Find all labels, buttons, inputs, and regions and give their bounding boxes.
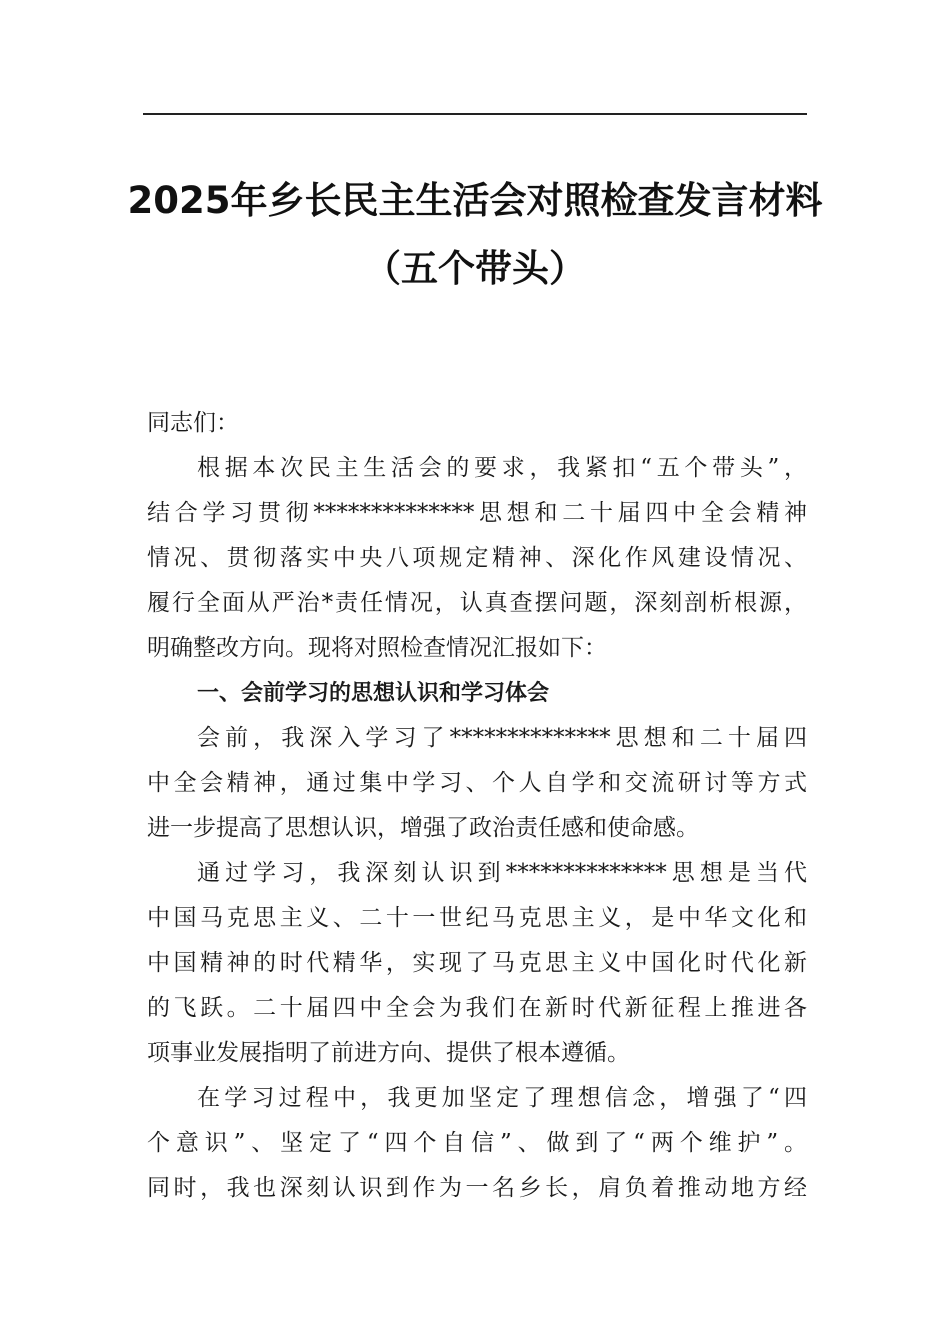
text-line: 中国马克思主义、二十一世纪马克思主义，是中华文化和 <box>147 905 807 931</box>
text-line: 根据本次民主生活会的要求，我紧扣“五个带头”， <box>197 455 807 481</box>
text-line: 的飞跃。二十届四中全会为我们在新时代新征程上推进各 <box>147 995 807 1021</box>
text-line: 情况、贯彻落实中央八项规定精神、深化作风建设情况、 <box>147 545 807 571</box>
document-title: 2025年乡长民主生活会对照检查发言材料 <box>127 179 823 222</box>
paragraph-4 <box>147 1076 807 1211</box>
text-line: 履行全面从严治*责任情况，认真查摆问题，深刻剖析根源， <box>147 590 807 616</box>
paragraph-3 <box>147 851 807 1076</box>
text-line: 个意识”、坚定了“四个自信”、做到了“两个维护”。 <box>147 1130 807 1156</box>
paragraph-1 <box>147 446 807 671</box>
text-line: 进一步提高了思想认识，增强了政治责任感和使命感。 <box>147 815 699 841</box>
document-body <box>147 401 807 1211</box>
text-line: 会前，我深入学习了**************思想和二十届四 <box>197 725 807 751</box>
paragraph-2 <box>147 716 807 851</box>
salutation: 同志们： <box>147 410 239 436</box>
text-line: 中国精神的时代精华，实现了马克思主义中国化时代化新 <box>147 950 807 976</box>
text-line: 在学习过程中，我更加坚定了理想信念，增强了“四 <box>197 1085 807 1111</box>
text-line: 项事业发展指明了前进方向、提供了根本遵循。 <box>147 1040 630 1066</box>
header-rule <box>143 113 807 115</box>
text-line: 中全会精神，通过集中学习、个人自学和交流研讨等方式 <box>147 770 807 796</box>
text-line: 通过学习，我深刻认识到**************思想是当代 <box>197 860 807 886</box>
text-line: 明确整改方向。现将对照检查情况汇报如下： <box>147 635 607 661</box>
section-heading-1: 一、会前学习的思想认识和学习体会 <box>197 681 550 706</box>
text-line: 结合学习贯彻**************思想和二十届四中全会精神 <box>147 500 807 526</box>
document-subtitle: （五个带头） <box>364 247 586 290</box>
text-line: 同时，我也深刻认识到作为一名乡长，肩负着推动地方经 <box>147 1175 807 1201</box>
